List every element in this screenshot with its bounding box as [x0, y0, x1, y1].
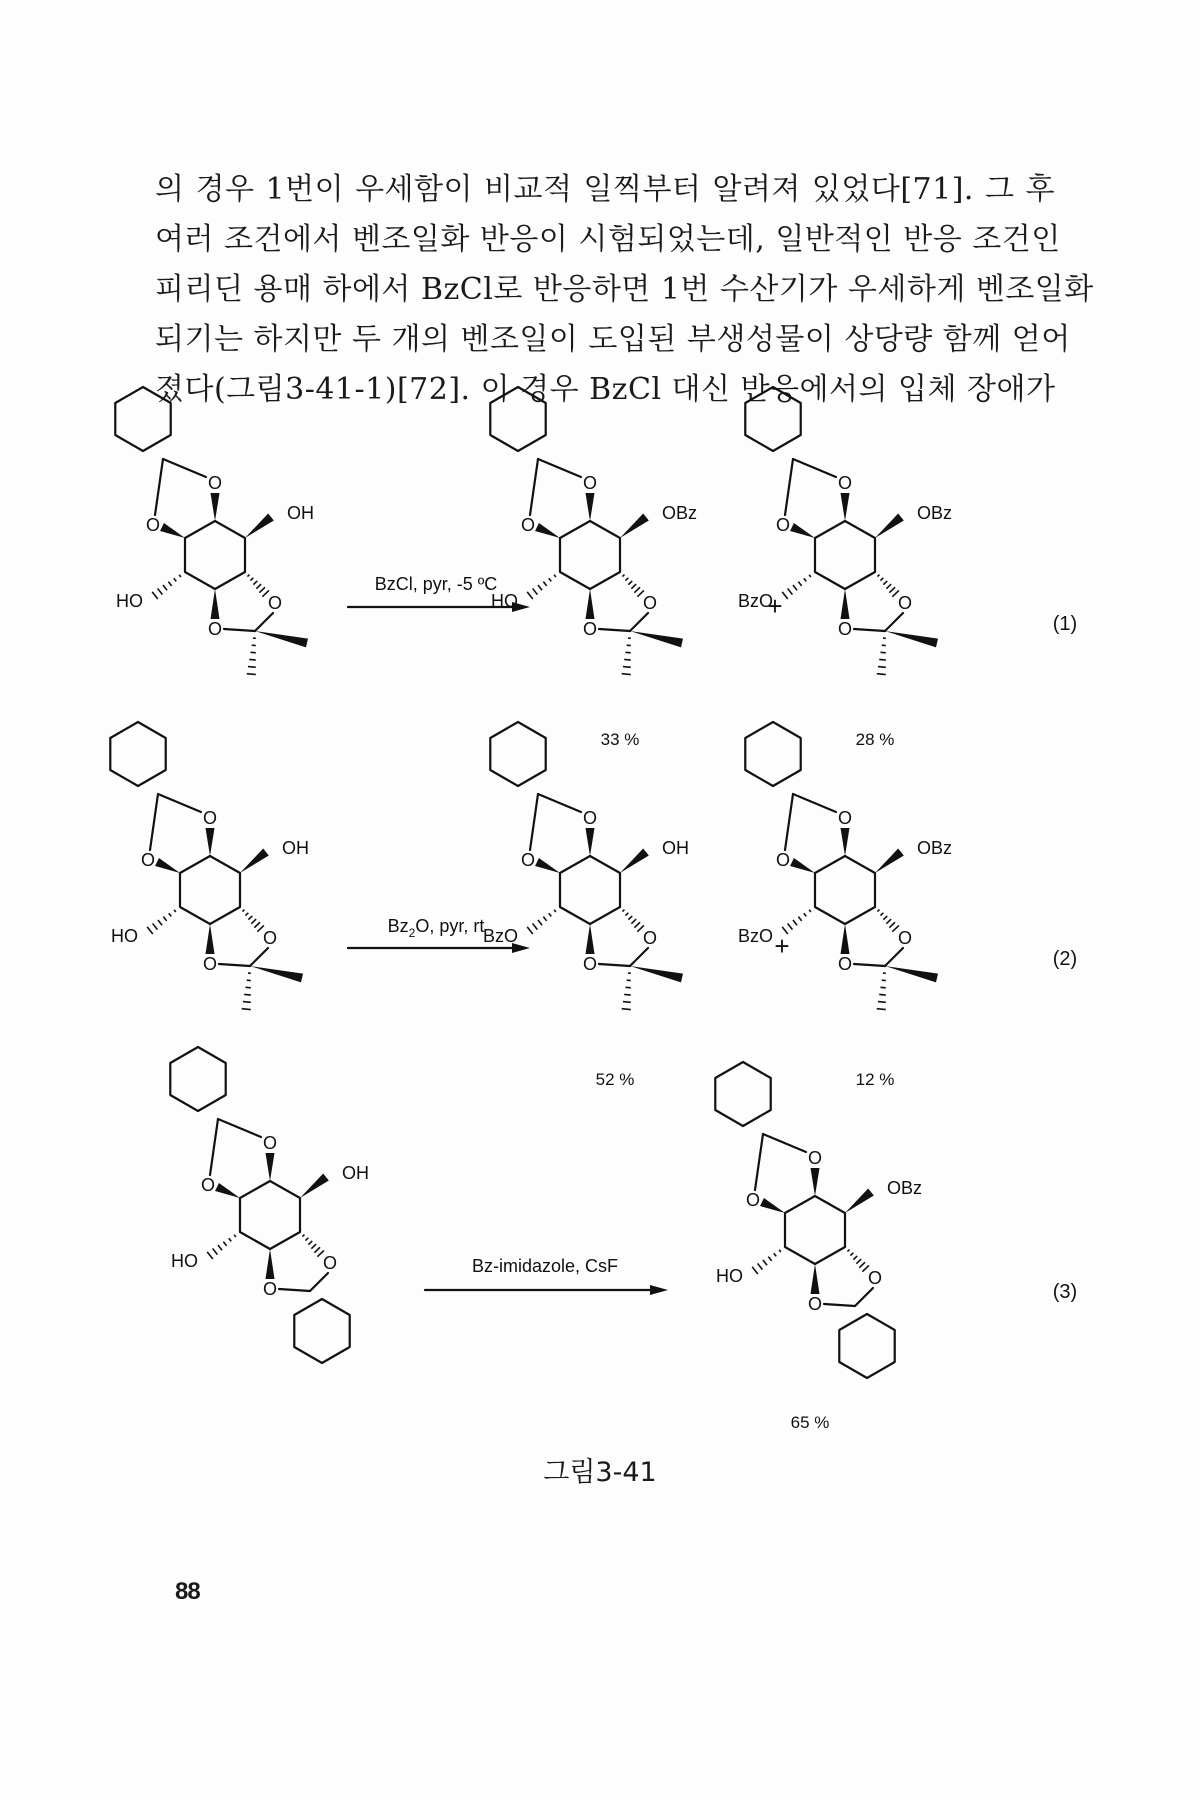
ring-oxygen: O: [262, 1133, 278, 1153]
ring-oxygen: O: [582, 954, 598, 974]
inositol-ring: [785, 1196, 845, 1264]
paragraph-line-5: 졌다(그림3-41-1)[72]. 이 경우 BzCl 대신 반응에서의 입체 장애가: [155, 372, 1056, 407]
hash-bond: [527, 910, 556, 934]
bond: [854, 964, 885, 966]
plus-sign: +: [774, 931, 790, 961]
wedge-bond: [250, 966, 303, 982]
bond: [250, 948, 268, 966]
ring-oxygen: O: [897, 928, 913, 948]
reaction-conditions-2: $Bz_2O$, pyr, rt: [387, 916, 485, 940]
hash-bond: [752, 1250, 781, 1274]
wedge-bond: [811, 1168, 820, 1196]
bond: [885, 948, 903, 966]
ring-oxygen: O: [837, 619, 853, 639]
ring-oxygen: O: [837, 473, 853, 493]
substituent-label: BzO: [482, 926, 518, 946]
hash-bond: [247, 575, 269, 597]
yield-label: 65 %: [790, 1413, 830, 1432]
bond: [785, 794, 793, 850]
wedge-bond: [586, 828, 595, 856]
wedge-bond: [620, 848, 649, 873]
wedge-bond: [841, 589, 850, 619]
wedge-bond: [535, 858, 560, 873]
substituent-label: BzO: [737, 591, 773, 611]
inositol-ring: [240, 1181, 300, 1249]
page-number: 88: [175, 1578, 200, 1605]
inositol-ring: [180, 856, 240, 924]
bond: [599, 964, 630, 966]
cyclohexane-ring: [294, 1299, 349, 1363]
ring-oxygen: O: [200, 1175, 216, 1195]
ring-oxygen: O: [582, 808, 598, 828]
paragraph-line-3: 피리딘 용매 하에서 BzCl로 반응하면 1번 수산기가 우세하게 벤조일화: [155, 272, 1094, 307]
substituent-label: OH: [282, 838, 309, 858]
bond: [785, 459, 793, 515]
ring-oxygen: O: [207, 473, 223, 493]
ring-oxygen: O: [642, 593, 658, 613]
inositol-ring: [815, 521, 875, 589]
ring-oxygen: O: [807, 1294, 823, 1314]
reaction-arrow-3: [425, 1285, 668, 1295]
hash-bond: [207, 1235, 236, 1259]
reaction-conditions-1: BzCl, pyr, -5 ºC: [374, 574, 498, 594]
substituent-label: BzO: [737, 926, 773, 946]
bond: [218, 1119, 261, 1137]
hash-bond: [622, 910, 644, 932]
wedge-bond: [266, 1249, 275, 1279]
bond: [755, 1134, 763, 1190]
product-1a: [490, 387, 697, 675]
ring-oxygen: O: [520, 515, 536, 535]
ring-oxygen: O: [745, 1190, 761, 1210]
bond: [150, 794, 158, 850]
substituent-label: OBz: [662, 503, 698, 523]
starting-material-2: [110, 722, 309, 1010]
wedge-bond: [240, 848, 269, 873]
wedge-bond: [841, 924, 850, 954]
wedge-bond: [885, 966, 938, 982]
reaction-number: (3): [1052, 1281, 1078, 1303]
bond: [538, 459, 581, 477]
arrow-head: [650, 1285, 668, 1295]
hash-bond: [242, 910, 264, 932]
hash-bond: [152, 575, 181, 599]
wedge-bond: [620, 513, 649, 538]
ring-oxygen: O: [642, 928, 658, 948]
bond: [530, 794, 538, 850]
ring-oxygen: O: [775, 850, 791, 870]
ring-oxygen: O: [582, 619, 598, 639]
product-1b: [738, 387, 952, 675]
bond: [599, 629, 630, 631]
wedge-bond: [535, 523, 560, 538]
wedge-bond: [206, 828, 215, 856]
bond: [793, 794, 836, 812]
bond: [793, 459, 836, 477]
yield-label: 33 %: [600, 730, 640, 749]
product-3: [715, 1062, 922, 1378]
wedge-bond: [790, 523, 815, 538]
ring-oxygen: O: [807, 1148, 823, 1168]
hash-bond: [527, 575, 556, 599]
hash-bond: [622, 575, 644, 597]
wedge-bond: [160, 523, 185, 538]
wedge-bond: [885, 631, 938, 647]
substituent-label: HO: [116, 591, 143, 611]
bond: [630, 613, 648, 631]
hash-bond: [247, 638, 256, 674]
reaction-conditions-3: Bz-imidazole, CsF: [471, 1256, 619, 1276]
wedge-bond: [300, 1173, 329, 1198]
ring-oxygen: O: [267, 593, 283, 613]
wedge-bond: [790, 858, 815, 873]
bond: [279, 1289, 310, 1291]
hash-bond: [147, 910, 176, 934]
yield-label: 52 %: [595, 1070, 635, 1089]
ring-oxygen: O: [897, 593, 913, 613]
wedge-bond: [211, 493, 220, 521]
hash-bond: [877, 638, 886, 674]
cyclohexane-ring: [745, 722, 800, 786]
product-2b: [738, 722, 952, 1010]
bond: [210, 1119, 218, 1175]
ring-oxygen: O: [202, 808, 218, 828]
wedge-bond: [875, 848, 904, 873]
ring-oxygen: O: [837, 954, 853, 974]
substituent-label: OH: [662, 838, 689, 858]
paragraph-line-4: 되기는 하지만 두 개의 벤조일이 도입된 부생성물이 상당량 함께 얻어: [155, 322, 1071, 357]
wedge-bond: [630, 966, 683, 982]
substituent-label: OBz: [917, 838, 953, 858]
substituent-label: OH: [342, 1163, 369, 1183]
reaction-number: (1): [1052, 613, 1078, 635]
substituent-label: OBz: [887, 1178, 923, 1198]
inositol-ring: [560, 521, 620, 589]
yield-label: 12 %: [855, 1070, 895, 1089]
hash-bond: [877, 910, 899, 932]
hash-bond: [782, 575, 811, 599]
hash-bond: [622, 973, 631, 1009]
wedge-bond: [211, 589, 220, 619]
hash-bond: [877, 575, 899, 597]
substituent-label: HO: [716, 1266, 743, 1286]
bond: [219, 964, 250, 966]
cyclohexane-ring: [110, 722, 165, 786]
bond: [158, 794, 201, 812]
substituent-label: HO: [491, 591, 518, 611]
ring-oxygen: O: [262, 1279, 278, 1299]
wedge-bond: [155, 858, 180, 873]
product-2a: [483, 722, 689, 1010]
wedge-bond: [245, 513, 274, 538]
bond: [824, 1304, 855, 1306]
starting-material-3: [170, 1047, 369, 1363]
reaction-number: (2): [1052, 948, 1078, 970]
bond: [224, 629, 255, 631]
inositol-ring: [560, 856, 620, 924]
cyclohexane-ring: [490, 722, 545, 786]
wedge-bond: [845, 1188, 874, 1213]
ring-oxygen: O: [145, 515, 161, 535]
wedge-bond: [841, 828, 850, 856]
wedge-bond: [255, 631, 308, 647]
wedge-bond: [760, 1198, 785, 1213]
bond: [155, 459, 163, 515]
cyclohexane-ring: [115, 387, 170, 451]
cyclohexane-ring: [715, 1062, 770, 1126]
cyclohexane-ring: [170, 1047, 225, 1111]
bond: [763, 1134, 806, 1152]
substituent-label: OH: [287, 503, 314, 523]
paragraph-line-1: 의 경우 1번이 우세함이 비교적 일찍부터 알려져 있었다[71]. 그 후: [155, 172, 1055, 207]
ring-oxygen: O: [867, 1268, 883, 1288]
ring-oxygen: O: [207, 619, 223, 639]
inositol-ring: [185, 521, 245, 589]
wedge-bond: [811, 1264, 820, 1294]
ring-oxygen: O: [775, 515, 791, 535]
wedge-bond: [875, 513, 904, 538]
bond: [854, 629, 885, 631]
plus-sign: +: [767, 591, 783, 621]
hash-bond: [242, 973, 251, 1009]
starting-material-1: [115, 387, 314, 675]
bond: [255, 613, 273, 631]
inositol-ring: [815, 856, 875, 924]
wedge-bond: [266, 1153, 275, 1181]
wedge-bond: [586, 589, 595, 619]
ring-oxygen: O: [262, 928, 278, 948]
hash-bond: [622, 638, 631, 674]
bond: [310, 1273, 328, 1291]
substituent-label: HO: [111, 926, 138, 946]
ring-oxygen: O: [582, 473, 598, 493]
hash-bond: [877, 973, 886, 1009]
wedge-bond: [841, 493, 850, 521]
bond: [885, 613, 903, 631]
cyclohexane-ring: [839, 1314, 894, 1378]
ring-oxygen: O: [520, 850, 536, 870]
wedge-bond: [586, 493, 595, 521]
cyclohexane-ring: [490, 387, 545, 451]
yield-label: 28 %: [855, 730, 895, 749]
substituent-label: HO: [171, 1251, 198, 1271]
hash-bond: [302, 1235, 324, 1257]
wedge-bond: [215, 1183, 240, 1198]
paragraph-line-2: 여러 조건에서 벤조일화 반응이 시험되었는데, 일반적인 반응 조건인: [155, 222, 1061, 257]
bond: [538, 794, 581, 812]
bond: [530, 459, 538, 515]
ring-oxygen: O: [322, 1253, 338, 1273]
ring-oxygen: O: [140, 850, 156, 870]
substituent-label: OBz: [917, 503, 953, 523]
ring-oxygen: O: [837, 808, 853, 828]
bond: [163, 459, 206, 477]
cyclohexane-ring: [745, 387, 800, 451]
wedge-bond: [586, 924, 595, 954]
wedge-bond: [630, 631, 683, 647]
hash-bond: [847, 1250, 869, 1272]
bond: [855, 1288, 873, 1306]
ring-oxygen: O: [202, 954, 218, 974]
bond: [630, 948, 648, 966]
figure-caption: 그림3-41: [543, 1457, 657, 1488]
wedge-bond: [206, 924, 215, 954]
